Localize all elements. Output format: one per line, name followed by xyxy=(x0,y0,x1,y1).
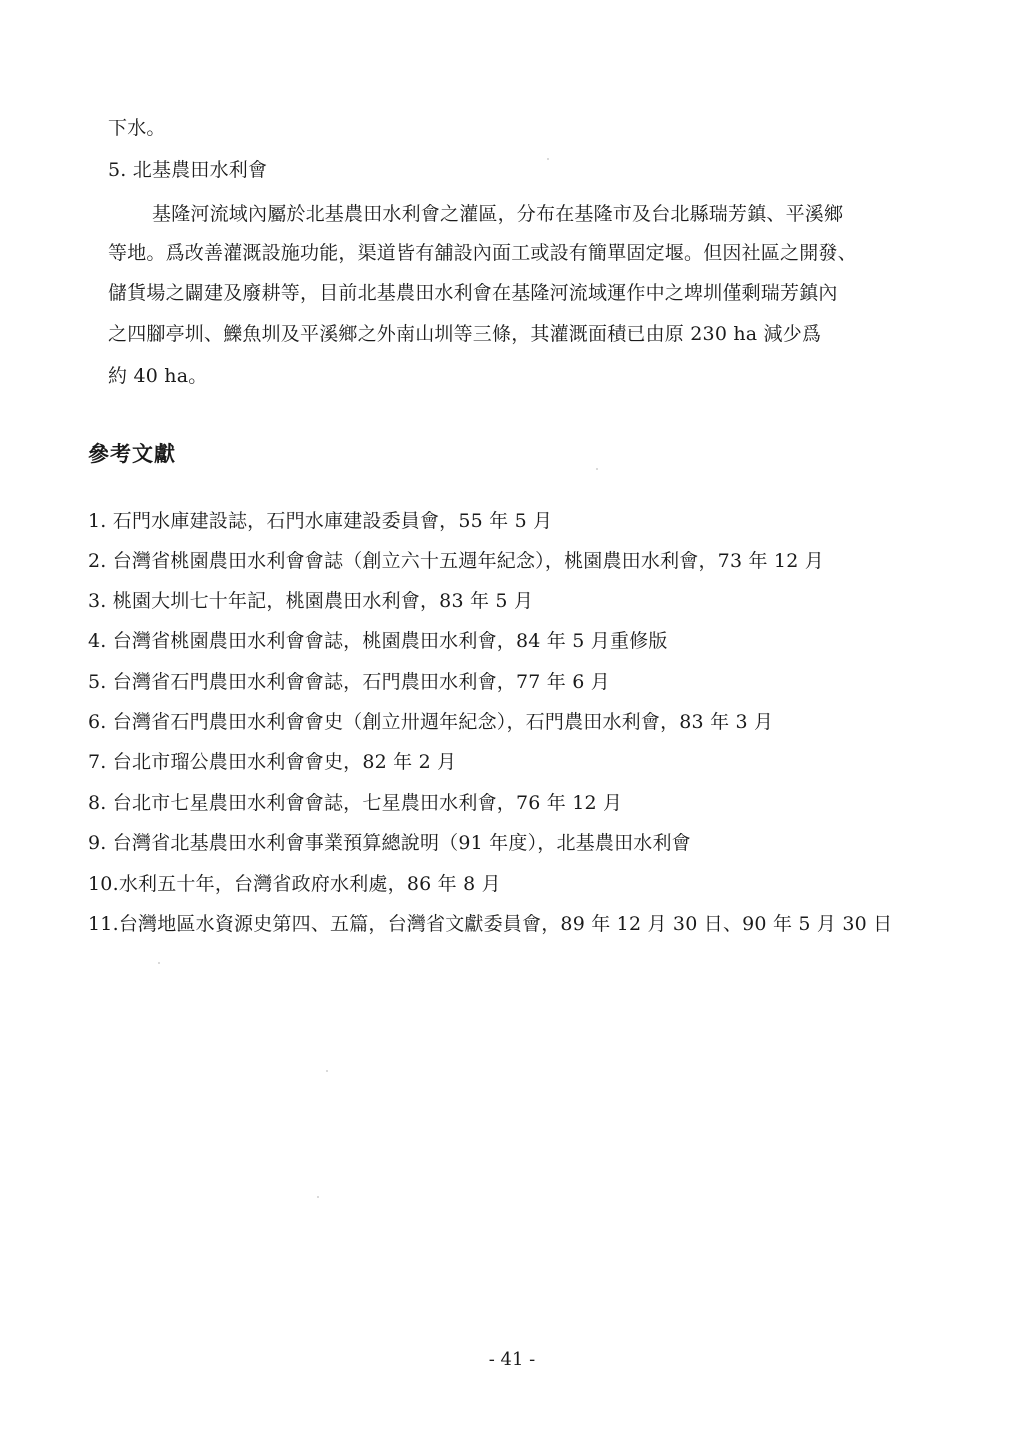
scan-speck xyxy=(547,158,549,160)
reference-item: 6. 台灣省石門農田水利會會史（創立卅週年紀念），石門農田水利會，83 年 3 月 xyxy=(88,711,774,733)
scan-speck xyxy=(596,468,598,470)
paragraph-line: 之四腳亭圳、鱳魚圳及平溪鄉之外南山圳等三條，其灌溉面積已由原 230 ha 減少爲 xyxy=(108,323,822,345)
reference-item: 3. 桃園大圳七十年記，桃園農田水利會，83 年 5 月 xyxy=(88,590,534,612)
paragraph-line: 基隆河流域內屬於北基農田水利會之灌區，分布在基隆市及台北縣瑞芳鎮、平溪鄉 xyxy=(152,203,844,225)
reference-item: 10.水利五十年，台灣省政府水利處，86 年 8 月 xyxy=(88,873,501,895)
paragraph-line: 等地。爲改善灌溉設施功能，渠道皆有舖設內面工或設有簡單固定堰。但因社區之開發、 xyxy=(108,242,857,264)
reference-item: 11.台灣地區水資源史第四、五篇，台灣省文獻委員會，89 年 12 月 30 日、90 年 5 月 30 日 xyxy=(88,913,893,935)
reference-item: 5. 台灣省石門農田水利會會誌，石門農田水利會，77 年 6 月 xyxy=(88,671,610,693)
reference-item: 7. 台北市瑠公農田水利會會史，82 年 2 月 xyxy=(88,751,457,773)
reference-item: 9. 台灣省北基農田水利會事業預算總說明（91 年度），北基農田水利會 xyxy=(88,832,691,854)
references-heading: 參考文獻 xyxy=(88,442,176,466)
scan-speck xyxy=(326,1070,328,1072)
scan-speck xyxy=(317,1196,319,1198)
reference-item: 1. 石門水庫建設誌，石門水庫建設委員會，55 年 5 月 xyxy=(88,510,553,532)
subsection-heading: 5. 北基農田水利會 xyxy=(108,159,268,181)
reference-item: 8. 台北市七星農田水利會會誌，七星農田水利會，76 年 12 月 xyxy=(88,792,623,814)
paragraph-line: 儲貨場之闢建及廢耕等，目前北基農田水利會在基隆河流域運作中之埤圳僅剩瑞芳鎮內 xyxy=(108,282,838,304)
continuation-text: 下水。 xyxy=(108,117,166,139)
paragraph-line: 約 40 ha。 xyxy=(108,365,208,387)
reference-item: 2. 台灣省桃園農田水利會會誌（創立六十五週年紀念），桃園農田水利會，73 年 12 月 xyxy=(88,550,824,572)
page-number: - 41 - xyxy=(488,1349,536,1370)
reference-item: 4. 台灣省桃園農田水利會會誌，桃園農田水利會，84 年 5 月重修版 xyxy=(88,630,668,652)
scan-speck xyxy=(158,962,160,964)
